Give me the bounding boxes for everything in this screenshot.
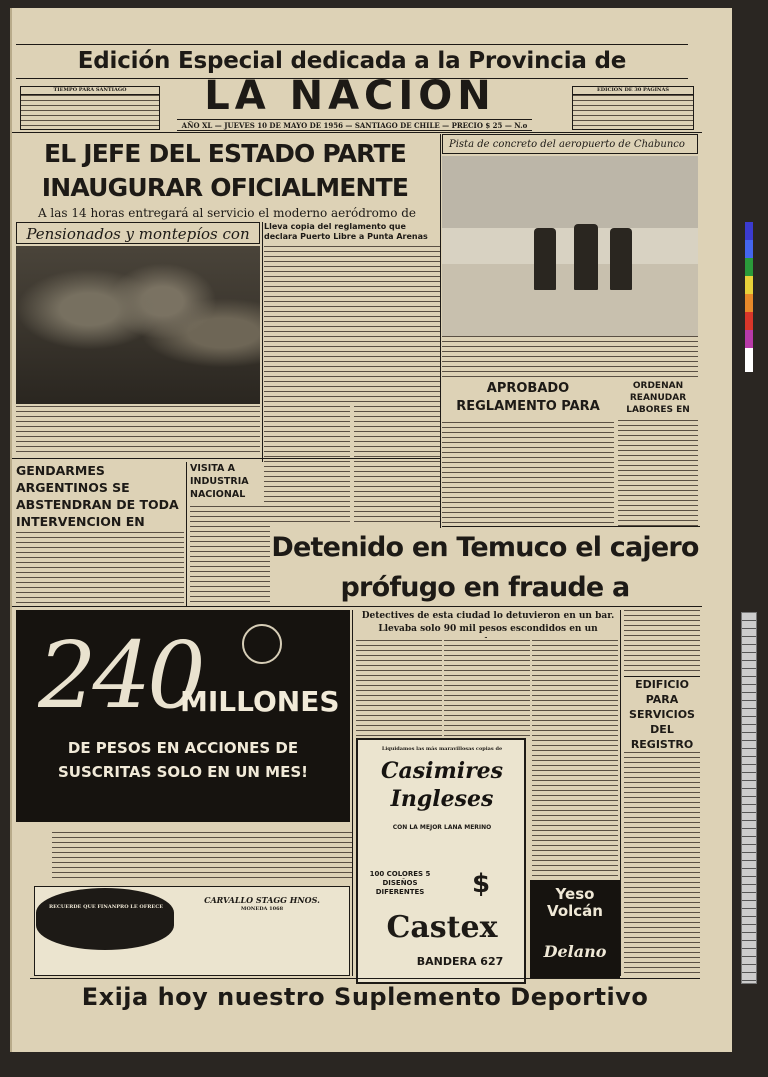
detenido-headline: Detenido en Temuco el cajero prófugo en fraude a — [271, 532, 699, 603]
yeso-line2: Delano — [543, 942, 607, 961]
newspaper-page — [10, 8, 732, 1052]
meeting-photo — [16, 246, 260, 404]
ad-recuerde: RECUERDE QUE FINANPRO LE OFRECE — [48, 904, 164, 910]
cas-header: Liquidamos las más maravillosas copias de — [381, 746, 503, 752]
pensionados-heading: Pensionados y montepíos con — [16, 222, 260, 244]
cas-desc: CON LA MEJOR LANA MERINO — [392, 824, 492, 831]
aprobado-headline: APROBADO REGLAMENTO PARA — [456, 381, 600, 414]
weather-box-title: TIEMPO PARA SANTIAGO — [21, 87, 159, 95]
ad-line1: DE PESOS EN ACCIONES DE — [67, 739, 299, 757]
main-headline-line2: INAUGURAR OFICIALMENTE — [41, 173, 409, 202]
cas-brand: Castex — [386, 910, 498, 945]
casimires-ad — [356, 738, 526, 984]
detenido-subheading: Detectives de esta ciudad lo detuvieron en un bar. Llevaba solo 90 mil pesos escondidos en un — [361, 611, 615, 634]
special-edition-banner: Edición Especial dedicada a la Provincia de — [77, 48, 627, 74]
main-headline-subtitle: A las 14 horas entregará al servicio el moderno aeródromo de — [37, 206, 417, 220]
airport-runway-photo — [442, 156, 698, 336]
ad-line2: SUSCRITAS SOLO EN UN MES! — [58, 763, 308, 781]
masthead: LA NACION — [204, 73, 496, 119]
ad-carvallo — [182, 894, 342, 964]
edition-box — [572, 86, 694, 130]
weather-box — [20, 86, 160, 130]
visita-headline: VISITA A INDUSTRIA NACIONAL — [190, 463, 249, 500]
yeso-ad — [530, 880, 620, 978]
finanpro-seal-icon — [242, 624, 282, 664]
cas-address: BANDERA 627 — [416, 955, 504, 968]
cas-colors: 100 COLORES 5 DISEÑOS DIFERENTES — [369, 870, 431, 896]
airport-photo-caption-heading: Pista de concreto del aeropuerto de Chabunco — [442, 134, 698, 154]
finanpro-ad — [16, 610, 350, 822]
main-headline-line1: EL JEFE DEL ESTADO PARTE — [43, 139, 407, 168]
gendarmes-headline: GENDARMES ARGENTINOS SE ABSTENDRAN DE TODA INTERVENCION EN — [16, 463, 179, 529]
cas-word2: Ingleses — [390, 786, 494, 812]
dateline: AÑO XL — JUEVES 10 DE MAYO DE 1956 — SANTIAGO DE CHILE — PRECIO $ 25 — N.o — [177, 119, 532, 131]
grey-scale-strip — [741, 612, 757, 984]
color-calibration-strip — [745, 222, 753, 372]
puerto-libre-column — [264, 222, 440, 404]
ordenan-headline: ORDENAN REANUDAR LABORES EN — [626, 381, 690, 415]
ad-number: 240 — [38, 622, 202, 729]
ad-moneda: MONEDA 1068 — [240, 906, 284, 912]
ad-millones: MILLONES — [180, 685, 340, 718]
ad-carvallo-name: CARVALLO STAGG HNOS. — [204, 895, 320, 905]
edificio-headline: EDIFICIO PARA SERVICIOS DEL REGISTRO — [624, 676, 700, 750]
cas-price: $ — [471, 869, 491, 899]
edition-box-title: EDICION DE 30 PAGINAS — [573, 87, 693, 95]
yeso-line1: Yeso Volcán — [547, 886, 603, 920]
footer-banner: Exija hoy nuestro Suplemento Deportivo — [30, 978, 700, 1014]
puerto-libre-heading: Lleva copia del reglamento que declara Puerto Libre a Punta Arenas — [264, 222, 428, 241]
cas-word1: Casimires — [380, 758, 504, 784]
